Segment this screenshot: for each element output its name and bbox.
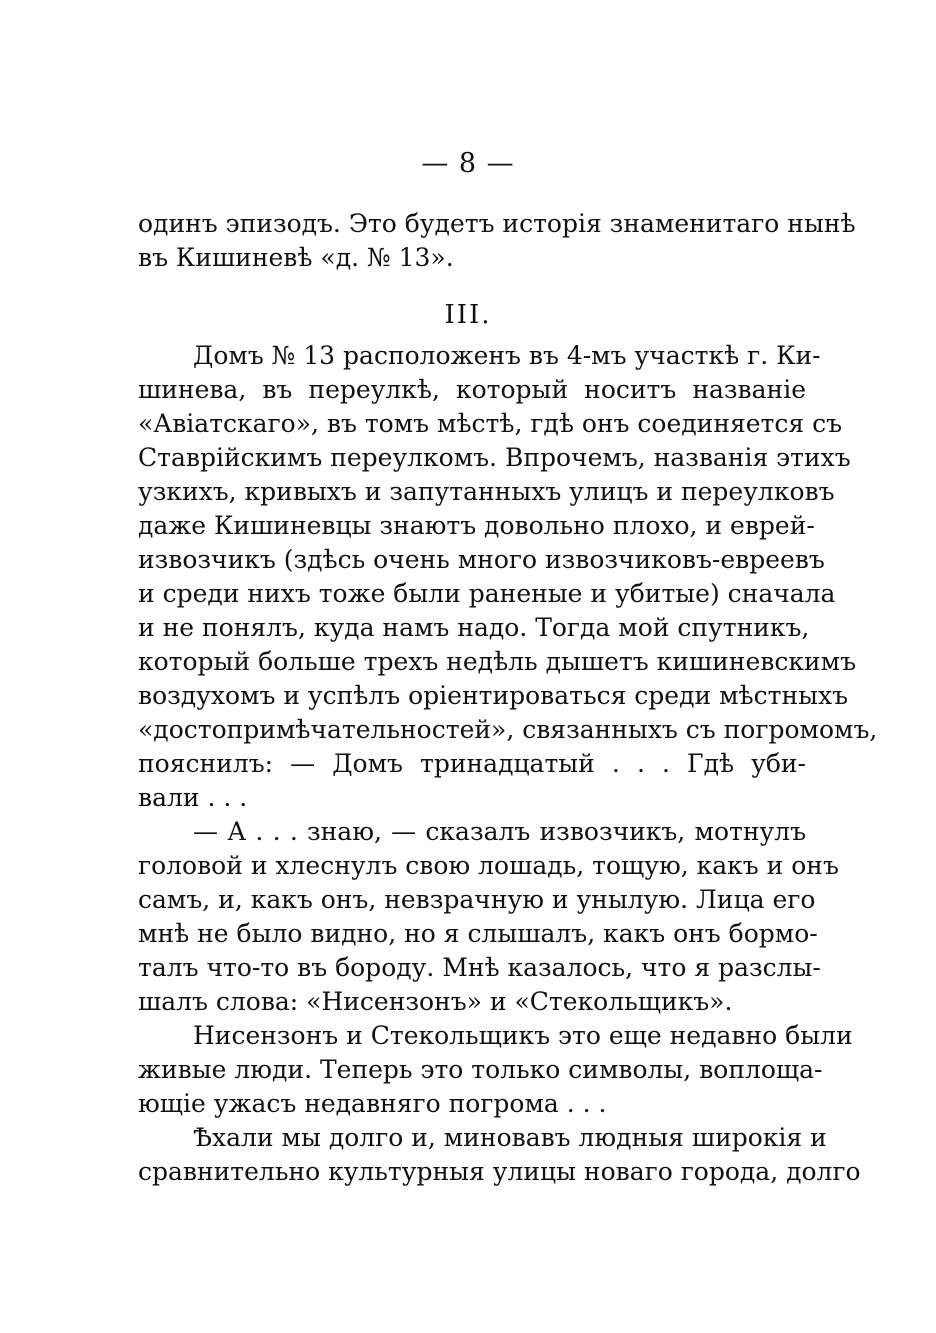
text-line: и среди нихъ тоже были раненые и убитые) сначала — [138, 579, 836, 608]
chapter-heading: III. — [444, 300, 492, 330]
text-line: и не понялъ, куда намъ надо. Тогда мой спутникъ, — [138, 613, 810, 642]
text-line: который больше трехъ недѣль дышетъ кишиневскимъ — [138, 647, 856, 676]
text-line: «достопримѣчательностей», связанныхъ съ погромомъ, — [138, 715, 878, 744]
text-line: Домъ № 13 расположенъ въ 4-мъ участкѣ г. Ки- — [193, 341, 821, 370]
text-line: самъ, и, какъ онъ, невзрачную и унылую. Лица его — [138, 885, 816, 914]
text-line: узкихъ, кривыхъ и запутанныхъ улицъ и переулковъ — [138, 477, 835, 506]
text-line: пояснилъ: — Домъ тринадцатый . . . Гдѣ уби- — [138, 749, 806, 778]
text-line: шалъ слова: «Нисензонъ» и «Стекольщикъ». — [138, 987, 733, 1016]
text-line: Нисензонъ и Стекольщикъ это еще недавно были — [193, 1021, 853, 1050]
text-line: вали . . . — [138, 783, 248, 812]
text-line: головой и хлеснулъ свою лошадь, тощую, какъ и онъ — [138, 851, 839, 880]
text-line: «Авіатскаго», въ томъ мѣстѣ, гдѣ онъ соединяется съ — [138, 409, 843, 438]
page-number: — 8 — — [421, 148, 515, 179]
text-line: извозчикъ (здѣсь очень много извозчиковъ-евреевъ — [138, 545, 825, 574]
text-line: шинева, въ переулкѣ, который носитъ названіе — [138, 375, 806, 404]
text-line: Ѣхали мы долго и, миновавъ людныя широкія и — [193, 1123, 827, 1152]
text-line: даже Кишиневцы знаютъ довольно плохо, и еврей- — [138, 511, 815, 540]
text-line: одинъ эпизодъ. Это будетъ исторія знаменитаго нынѣ — [138, 209, 856, 238]
text-line: Ставрійскимъ переулкомъ. Впрочемъ, названія этихъ — [138, 443, 851, 472]
text-line: талъ что-то въ бороду. Мнѣ казалось, что я разслы- — [138, 953, 821, 982]
text-line: сравнительно культурныя улицы новаго города, долго — [138, 1157, 861, 1186]
text-line: ющіе ужасъ недавняго погрома . . . — [138, 1089, 607, 1118]
text-line: живые люди. Теперь это только символы, воплоща- — [138, 1055, 823, 1084]
text-line: въ Кишиневѣ «д. № 13». — [138, 243, 454, 272]
text-line: мнѣ не было видно, но я слышалъ, какъ онъ бормо- — [138, 919, 818, 948]
text-line: — А . . . знаю, — сказалъ извозчикъ, мотнулъ — [193, 817, 806, 846]
text-line: воздухомъ и успѣлъ оріентироваться среди мѣстныхъ — [138, 681, 849, 710]
